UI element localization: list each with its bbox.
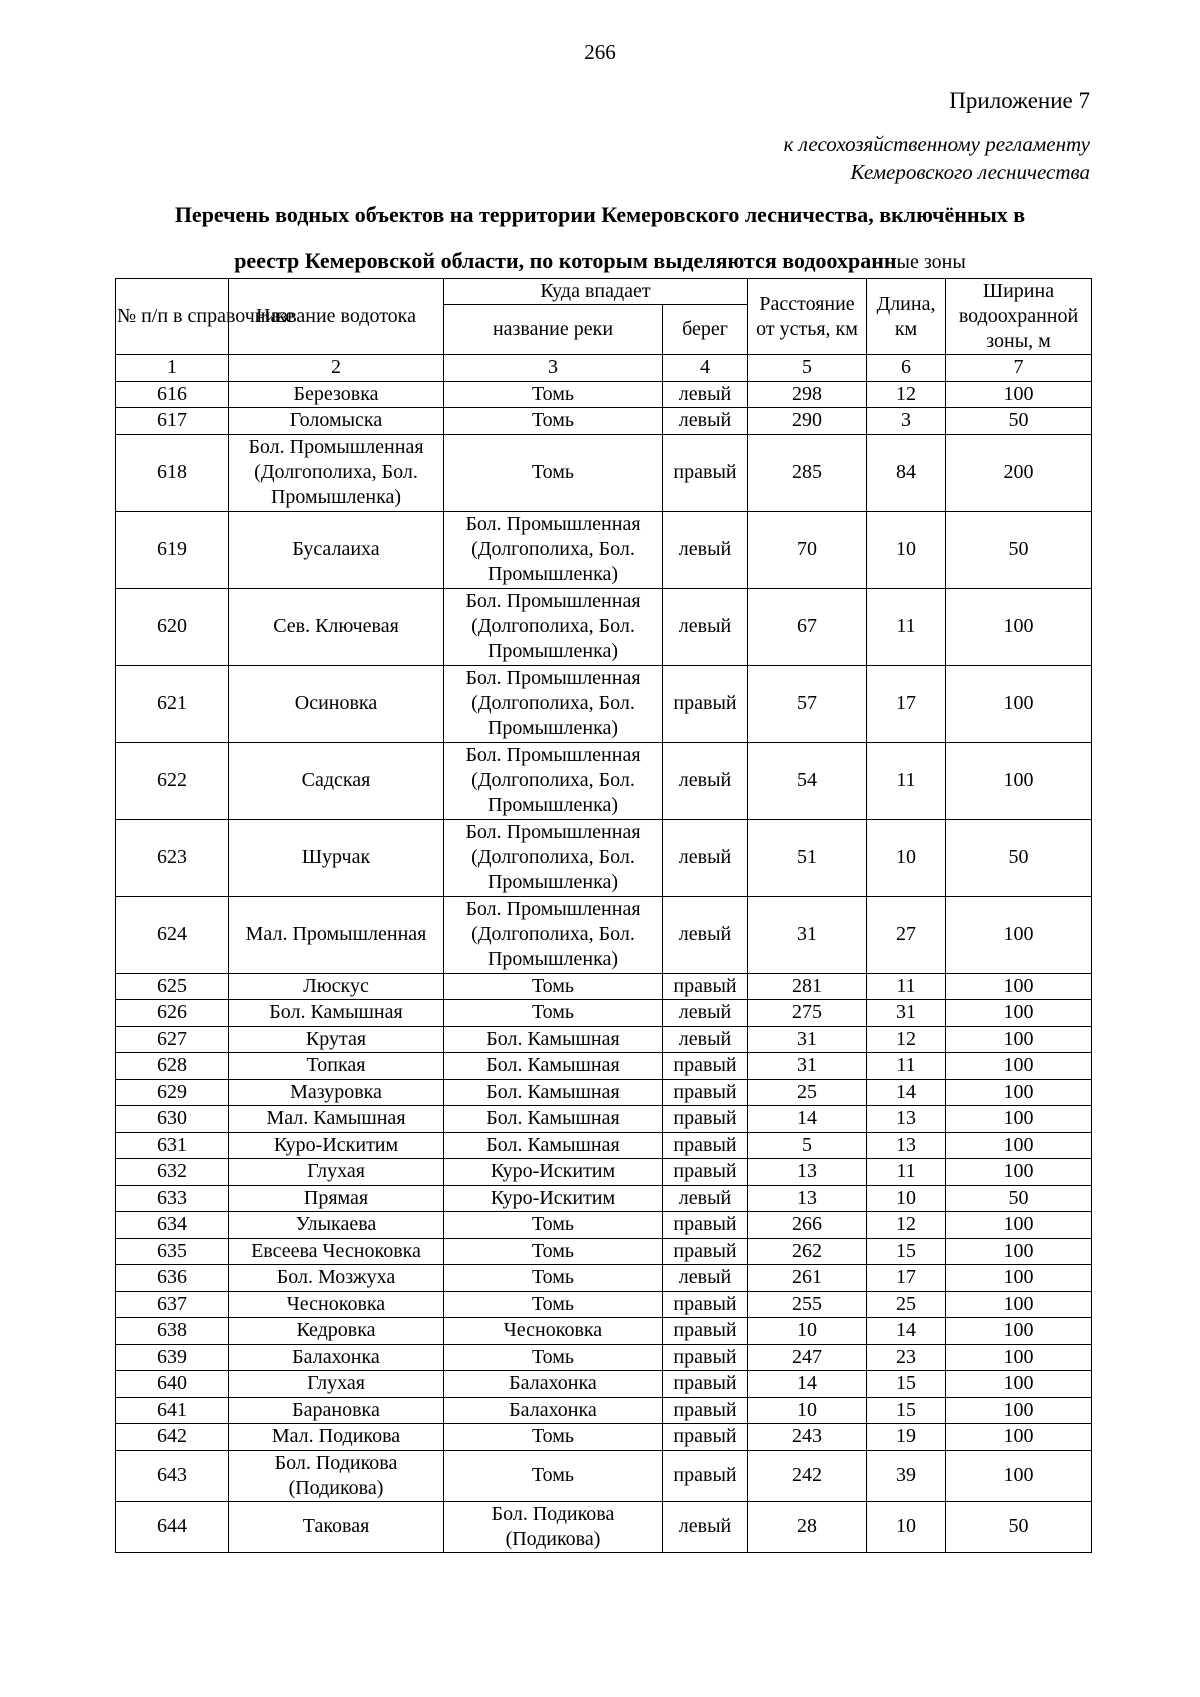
cell-bank: левый [663,1185,748,1212]
cell-zone-width: 100 [946,1212,1092,1239]
table-row [116,1106,1092,1133]
cell-receiving-river: Бол. Камышная [444,1079,663,1106]
cell-zone-width: 50 [946,819,1092,896]
cell-number: 635 [116,1238,229,1265]
cell-receiving-river: Томь [444,1291,663,1318]
table-row [116,1132,1092,1159]
cell-distance: 31 [748,1053,867,1080]
cell-receiving-river: Бол. Промышленная (Долгополиха, Бол. Промышленка) [444,511,663,588]
cell-receiving-river: Томь [444,434,663,511]
cell-receiving-river: Томь [444,1344,663,1371]
cell-bank: правый [663,1132,748,1159]
table-row [116,1501,1092,1552]
header-bank: берег [663,305,748,355]
cell-number: 633 [116,1185,229,1212]
cell-zone-width: 100 [946,896,1092,973]
appendix-label: Приложение 7 [949,88,1090,113]
cell-watercourse-name: Березовка [229,381,444,408]
header-width: Ширина водоохранной зоны, м [946,279,1092,355]
cell-receiving-river: Куро-Искитим [444,1159,663,1186]
cell-bank: правый [663,1212,748,1239]
cell-length: 11 [867,1159,946,1186]
table-row [116,896,1092,973]
cell-watercourse-name: Кедровка [229,1318,444,1345]
cell-number: 627 [116,1026,229,1053]
page-number: 266 [584,40,616,64]
cell-length: 11 [867,588,946,665]
regulation-line-1: к лесохозяйственному регламенту [783,132,1090,156]
cell-watercourse-name: Глухая [229,1159,444,1186]
cell-bank: правый [663,973,748,1000]
cell-watercourse-name: Бол. Мозжуха [229,1265,444,1292]
cell-bank: правый [663,434,748,511]
cell-number: 634 [116,1212,229,1239]
cell-number: 643 [116,1450,229,1501]
cell-watercourse-name: Мазуровка [229,1079,444,1106]
cell-number: 641 [116,1397,229,1424]
cell-receiving-river: Томь [444,408,663,435]
cell-zone-width: 100 [946,588,1092,665]
cell-zone-width: 100 [946,381,1092,408]
cell-distance: 290 [748,408,867,435]
table-row [116,511,1092,588]
cell-receiving-river: Томь [444,973,663,1000]
cell-length: 31 [867,1000,946,1027]
title-line-1: Перечень водных объектов на территории Кемеровского лесничества, включённых в [174,202,1026,227]
cell-bank: правый [663,1079,748,1106]
cell-number: 639 [116,1344,229,1371]
cell-watercourse-name: Бол. Промышленная (Долгополиха, Бол. Промышленка) [229,434,444,511]
table-row [116,1344,1092,1371]
cell-receiving-river: Бол. Промышленная (Долгополиха, Бол. Промышленка) [444,896,663,973]
cell-length: 10 [867,511,946,588]
cell-zone-width: 100 [946,1318,1092,1345]
table-row [116,1053,1092,1080]
table-row [116,973,1092,1000]
cell-length: 14 [867,1318,946,1345]
cell-number: 616 [116,381,229,408]
title-line-2-bold: реестр Кемеровской области, по которым выделяются водоохранн [234,248,897,273]
cell-bank: левый [663,1501,748,1552]
cell-receiving-river: Балахонка [444,1397,663,1424]
cell-length: 15 [867,1238,946,1265]
header-num: № п/п в справочнике [116,279,229,355]
regulation-reference [784,130,1090,186]
cell-zone-width: 100 [946,742,1092,819]
cell-watercourse-name: Таковая [229,1501,444,1552]
column-number: 2 [229,355,444,382]
cell-bank: левый [663,511,748,588]
table-row [116,408,1092,435]
table-row [116,1079,1092,1106]
cell-distance: 247 [748,1344,867,1371]
cell-bank: левый [663,408,748,435]
table-row [116,1397,1092,1424]
cell-bank: левый [663,819,748,896]
cell-zone-width: 50 [946,1185,1092,1212]
cell-distance: 70 [748,511,867,588]
cell-watercourse-name: Бусалаиха [229,511,444,588]
cell-zone-width: 100 [946,1079,1092,1106]
cell-receiving-river: Томь [444,1265,663,1292]
cell-distance: 10 [748,1318,867,1345]
cell-length: 15 [867,1371,946,1398]
cell-bank: правый [663,1318,748,1345]
cell-zone-width: 100 [946,1132,1092,1159]
cell-distance: 255 [748,1291,867,1318]
cell-watercourse-name: Люскус [229,973,444,1000]
cell-number: 617 [116,408,229,435]
table-row [116,742,1092,819]
cell-zone-width: 100 [946,1238,1092,1265]
cell-bank: правый [663,1053,748,1080]
table-row [116,1450,1092,1501]
cell-bank: правый [663,1291,748,1318]
cell-length: 3 [867,408,946,435]
cell-length: 10 [867,1501,946,1552]
cell-bank: левый [663,1026,748,1053]
cell-length: 14 [867,1079,946,1106]
cell-distance: 13 [748,1185,867,1212]
cell-distance: 67 [748,588,867,665]
cell-zone-width: 100 [946,1106,1092,1133]
cell-length: 12 [867,1212,946,1239]
cell-zone-width: 100 [946,1424,1092,1451]
cell-distance: 25 [748,1079,867,1106]
cell-distance: 10 [748,1397,867,1424]
header-distance: Расстояние от устья, км [748,279,867,355]
cell-distance: 281 [748,973,867,1000]
cell-distance: 242 [748,1450,867,1501]
cell-number: 640 [116,1371,229,1398]
cell-zone-width: 100 [946,1053,1092,1080]
cell-length: 25 [867,1291,946,1318]
cell-bank: левый [663,896,748,973]
table-row [116,1026,1092,1053]
cell-watercourse-name: Крутая [229,1026,444,1053]
cell-watercourse-name: Куро-Искитим [229,1132,444,1159]
cell-length: 13 [867,1132,946,1159]
cell-receiving-river: Куро-Искитим [444,1185,663,1212]
cell-zone-width: 50 [946,408,1092,435]
cell-receiving-river: Томь [444,1212,663,1239]
cell-receiving-river: Бол. Промышленная (Долгополиха, Бол. Промышленка) [444,819,663,896]
table-row [116,1265,1092,1292]
cell-number: 632 [116,1159,229,1186]
cell-distance: 243 [748,1424,867,1451]
cell-bank: правый [663,1106,748,1133]
header-length: Длина, км [867,279,946,355]
cell-watercourse-name: Бол. Подикова (Подикова) [229,1450,444,1501]
cell-zone-width: 100 [946,1344,1092,1371]
cell-watercourse-name: Мал. Подикова [229,1424,444,1451]
cell-length: 11 [867,742,946,819]
cell-watercourse-name: Мал. Промышленная [229,896,444,973]
cell-number: 626 [116,1000,229,1027]
cell-number: 620 [116,588,229,665]
header-row-1 [116,279,1092,305]
cell-watercourse-name: Топкая [229,1053,444,1080]
cell-bank: правый [663,1371,748,1398]
cell-zone-width: 50 [946,1501,1092,1552]
cell-watercourse-name: Голомыска [229,408,444,435]
cell-receiving-river: Бол. Подикова (Подикова) [444,1501,663,1552]
cell-number: 622 [116,742,229,819]
cell-number: 638 [116,1318,229,1345]
cell-bank: левый [663,1000,748,1027]
cell-zone-width: 100 [946,665,1092,742]
cell-zone-width: 100 [946,1291,1092,1318]
cell-watercourse-name: Евсеева Чесноковка [229,1238,444,1265]
cell-number: 624 [116,896,229,973]
cell-receiving-river: Томь [444,1450,663,1501]
cell-watercourse-name: Сев. Ключевая [229,588,444,665]
header-flows-into: Куда впадает [444,279,748,305]
column-number: 3 [444,355,663,382]
table-row [116,434,1092,511]
cell-length: 11 [867,1053,946,1080]
cell-watercourse-name: Осиновка [229,665,444,742]
header-name: Название водотока [229,279,444,355]
cell-length: 17 [867,665,946,742]
cell-bank: правый [663,1159,748,1186]
table-row [116,1000,1092,1027]
table-row [116,1185,1092,1212]
column-number: 5 [748,355,867,382]
cell-receiving-river: Томь [444,1238,663,1265]
cell-length: 19 [867,1424,946,1451]
cell-distance: 13 [748,1159,867,1186]
column-number: 1 [116,355,229,382]
cell-receiving-river: Томь [444,381,663,408]
cell-length: 27 [867,896,946,973]
cell-length: 13 [867,1106,946,1133]
column-number: 4 [663,355,748,382]
cell-length: 15 [867,1397,946,1424]
cell-number: 631 [116,1132,229,1159]
cell-distance: 14 [748,1371,867,1398]
cell-receiving-river: Томь [444,1000,663,1027]
document-title [100,192,1100,285]
cell-length: 39 [867,1450,946,1501]
table-row [116,665,1092,742]
cell-length: 12 [867,381,946,408]
cell-length: 84 [867,434,946,511]
column-numbers-row [116,355,1092,382]
cell-watercourse-name: Чесноковка [229,1291,444,1318]
cell-distance: 5 [748,1132,867,1159]
cell-bank: правый [663,1424,748,1451]
cell-zone-width: 200 [946,434,1092,511]
cell-bank: правый [663,1344,748,1371]
cell-watercourse-name: Балахонка [229,1344,444,1371]
cell-bank: правый [663,1450,748,1501]
cell-zone-width: 100 [946,1265,1092,1292]
cell-zone-width: 100 [946,1159,1092,1186]
table-row [116,1159,1092,1186]
cell-length: 23 [867,1344,946,1371]
column-number: 7 [946,355,1092,382]
cell-distance: 285 [748,434,867,511]
water-bodies-table [115,278,1092,1553]
cell-length: 11 [867,973,946,1000]
cell-receiving-river: Бол. Камышная [444,1106,663,1133]
cell-length: 12 [867,1026,946,1053]
cell-receiving-river: Бол. Промышленная (Долгополиха, Бол. Промышленка) [444,665,663,742]
cell-distance: 262 [748,1238,867,1265]
cell-distance: 266 [748,1212,867,1239]
cell-number: 644 [116,1501,229,1552]
cell-bank: левый [663,588,748,665]
cell-distance: 261 [748,1265,867,1292]
cell-bank: левый [663,381,748,408]
cell-zone-width: 100 [946,973,1092,1000]
cell-distance: 31 [748,896,867,973]
column-number: 6 [867,355,946,382]
cell-bank: правый [663,1238,748,1265]
cell-number: 629 [116,1079,229,1106]
cell-length: 17 [867,1265,946,1292]
table-row [116,588,1092,665]
table-row [116,1371,1092,1398]
cell-number: 618 [116,434,229,511]
table-row [116,1212,1092,1239]
cell-zone-width: 100 [946,1000,1092,1027]
cell-watercourse-name: Улыкаева [229,1212,444,1239]
cell-watercourse-name: Глухая [229,1371,444,1398]
cell-receiving-river: Бол. Камышная [444,1026,663,1053]
table-row [116,381,1092,408]
cell-distance: 51 [748,819,867,896]
cell-zone-width: 100 [946,1450,1092,1501]
cell-watercourse-name: Шурчак [229,819,444,896]
table-row [116,1238,1092,1265]
table-row [116,1424,1092,1451]
cell-watercourse-name: Прямая [229,1185,444,1212]
cell-zone-width: 100 [946,1371,1092,1398]
cell-number: 619 [116,511,229,588]
cell-watercourse-name: Мал. Камышная [229,1106,444,1133]
cell-receiving-river: Бол. Промышленная (Долгополиха, Бол. Промышленка) [444,742,663,819]
cell-receiving-river: Бол. Промышленная (Долгополиха, Бол. Промышленка) [444,588,663,665]
cell-distance: 54 [748,742,867,819]
cell-receiving-river: Чесноковка [444,1318,663,1345]
cell-receiving-river: Томь [444,1424,663,1451]
cell-zone-width: 50 [946,511,1092,588]
title-line-2-tail: ые зоны [896,251,966,273]
table-row [116,1318,1092,1345]
cell-receiving-river: Бол. Камышная [444,1132,663,1159]
cell-number: 637 [116,1291,229,1318]
cell-distance: 31 [748,1026,867,1053]
header-river: название реки [444,305,663,355]
cell-distance: 57 [748,665,867,742]
cell-watercourse-name: Садская [229,742,444,819]
cell-number: 623 [116,819,229,896]
cell-zone-width: 100 [946,1397,1092,1424]
cell-zone-width: 100 [946,1026,1092,1053]
cell-length: 10 [867,1185,946,1212]
cell-number: 621 [116,665,229,742]
cell-number: 628 [116,1053,229,1080]
cell-bank: левый [663,1265,748,1292]
cell-bank: левый [663,742,748,819]
cell-bank: правый [663,1397,748,1424]
regulation-line-2: Кемеровского лесничества [850,160,1090,184]
cell-length: 10 [867,819,946,896]
cell-distance: 298 [748,381,867,408]
cell-distance: 28 [748,1501,867,1552]
cell-watercourse-name: Бол. Камышная [229,1000,444,1027]
table-row [116,1291,1092,1318]
cell-number: 630 [116,1106,229,1133]
cell-number: 625 [116,973,229,1000]
table-row [116,819,1092,896]
cell-receiving-river: Балахонка [444,1371,663,1398]
cell-distance: 14 [748,1106,867,1133]
cell-number: 642 [116,1424,229,1451]
cell-bank: правый [663,665,748,742]
cell-receiving-river: Бол. Камышная [444,1053,663,1080]
cell-number: 636 [116,1265,229,1292]
cell-watercourse-name: Барановка [229,1397,444,1424]
cell-distance: 275 [748,1000,867,1027]
